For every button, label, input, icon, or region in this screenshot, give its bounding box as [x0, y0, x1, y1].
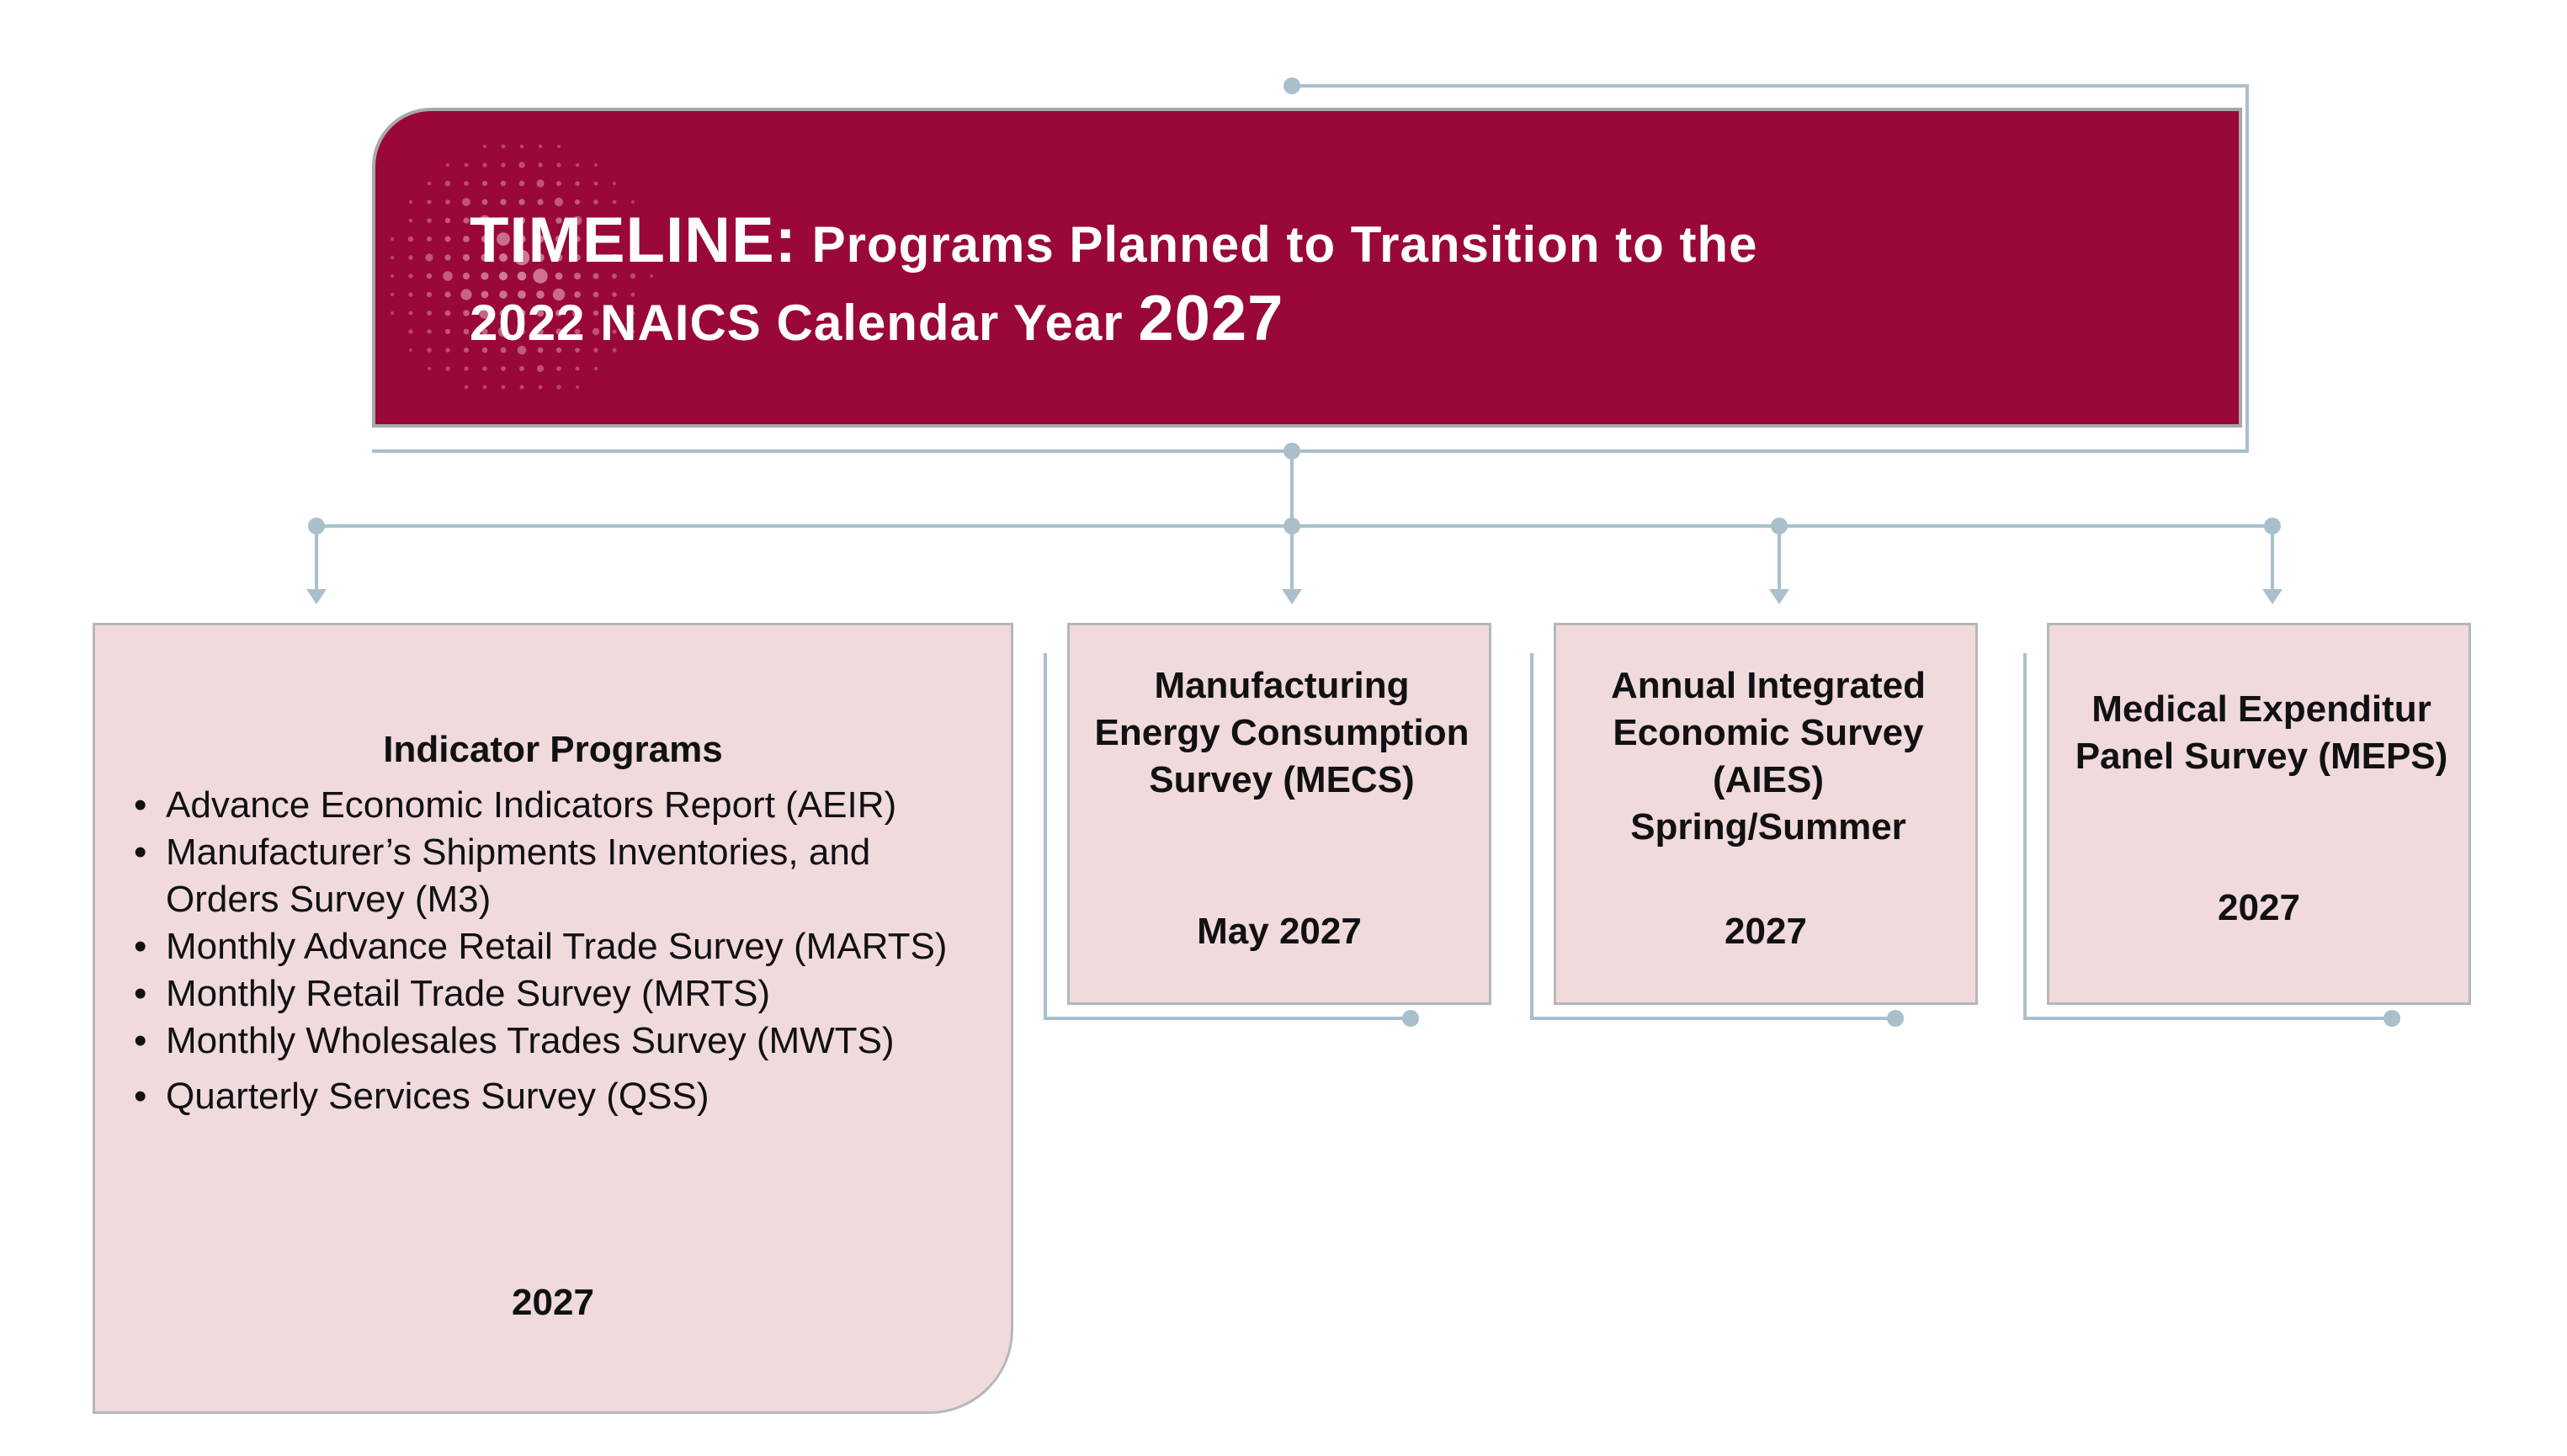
decorative-dot	[556, 366, 561, 371]
aies-box	[1554, 623, 1978, 1005]
decorative-dot	[501, 366, 506, 371]
decorative-dot	[445, 199, 450, 205]
decorative-dot	[483, 385, 487, 390]
connector-dot	[1887, 1010, 1904, 1027]
decorative-dot	[445, 348, 449, 352]
decorative-dot	[408, 329, 412, 333]
title-bold-label: TIMELINE:	[470, 205, 797, 276]
decorative-dot	[463, 254, 470, 261]
connector-dot	[1402, 1010, 1419, 1027]
decorative-dot	[409, 348, 412, 352]
connector-dot	[1284, 443, 1300, 460]
decorative-dot	[537, 365, 544, 372]
title-year: 2027	[1138, 283, 1284, 354]
connector-dot	[1284, 518, 1300, 534]
decorative-dot	[575, 181, 580, 186]
decorative-dot	[464, 366, 468, 370]
decorative-dot	[464, 181, 469, 186]
decorative-dot	[520, 145, 524, 149]
mecs-year: May 2027	[1197, 911, 1362, 952]
decorative-dot	[464, 348, 469, 353]
decorative-dot	[576, 367, 580, 371]
decorative-dot	[538, 162, 542, 167]
decorative-dot	[427, 236, 432, 242]
list-item: • Quarterly Services Survey (QSS)	[134, 1073, 992, 1120]
decorative-dot	[409, 200, 412, 204]
connector-dot	[308, 518, 325, 534]
decorative-dot	[409, 219, 413, 223]
decorative-dot	[557, 145, 561, 148]
decorative-dot	[445, 181, 451, 187]
decorative-dot	[445, 236, 451, 242]
indicator-programs-year: 2027	[512, 1282, 594, 1323]
decorative-dot	[444, 291, 450, 297]
decorative-dot	[428, 182, 432, 186]
arrowhead	[306, 589, 327, 604]
decorative-dot	[594, 163, 598, 167]
indicator-programs-title: Indicator Programs	[383, 729, 723, 770]
title-text-line1: Programs Planned to Transition to the	[811, 216, 1758, 273]
list-item: • Advance Economic Indicators Report (AEIR)	[134, 782, 992, 829]
list-item: • Manufacturer’s Shipments Inventories, and Orders Survey (M3)	[134, 829, 992, 923]
decorative-dot	[536, 179, 544, 187]
aies-year: 2027	[1725, 911, 1807, 952]
meps-title: Medical Expenditur Panel Survey (MEPS)	[2075, 688, 2448, 777]
connector-dot	[1771, 518, 1788, 534]
decorative-dot	[427, 292, 432, 297]
decorative-dot	[594, 182, 598, 186]
decorative-dot	[556, 181, 561, 186]
decorative-dot	[425, 253, 433, 261]
decorative-dot	[518, 162, 524, 167]
decorative-dot	[428, 367, 431, 370]
decorative-dot	[408, 236, 414, 242]
decorative-dot	[594, 367, 598, 371]
decorative-dot	[482, 181, 487, 186]
decorative-dot	[427, 218, 432, 223]
decorative-dot	[408, 292, 412, 296]
list-item: • Monthly Advance Retail Trade Survey (MARTS)	[134, 923, 992, 970]
decorative-dot	[445, 329, 450, 334]
title-text-line2: 2022 NAICS Calendar Year	[470, 295, 1124, 351]
decorative-dot	[576, 385, 579, 389]
decorative-dot	[408, 274, 412, 278]
title-line-1	[470, 204, 2069, 282]
decorative-dot	[502, 145, 506, 149]
arrowhead	[1282, 589, 1302, 604]
decorative-dot	[427, 199, 431, 204]
decorative-dot	[463, 217, 469, 223]
aies-title: Annual Integrated Economic Survey (AIES) Spring/Summer	[1610, 665, 1927, 848]
decorative-dot	[409, 311, 413, 316]
meps-year: 2027	[2218, 887, 2300, 928]
mecs-box	[1067, 623, 1491, 1005]
arrowhead	[1769, 589, 1789, 604]
indicator-programs-list	[134, 782, 992, 1120]
decorative-dot	[427, 329, 431, 333]
title-line-2	[470, 282, 2069, 360]
decorative-dot	[482, 366, 487, 371]
decorative-dot	[556, 162, 561, 167]
decorative-dot	[463, 273, 470, 279]
decorative-dot	[501, 181, 506, 186]
decorative-dot	[444, 254, 450, 260]
connector-dot	[1284, 77, 1300, 94]
decorative-dot	[539, 145, 542, 148]
decorative-dot	[576, 163, 580, 167]
decorative-dot	[520, 385, 524, 390]
decorative-dot	[445, 366, 450, 371]
decorative-dot	[613, 182, 616, 185]
decorative-dot	[408, 255, 412, 259]
decorative-dot	[391, 237, 394, 241]
decorative-dot	[445, 311, 451, 316]
decorative-dot	[464, 329, 470, 335]
decorative-dot	[465, 385, 469, 390]
decorative-dot	[391, 274, 394, 278]
decorative-dot	[483, 145, 486, 148]
decorative-dot	[502, 385, 506, 390]
timeline-header-banner	[372, 108, 2242, 428]
decorative-dot	[465, 163, 469, 167]
decorative-dot	[443, 271, 453, 281]
meps-box	[2047, 623, 2471, 1005]
decorative-dot	[391, 256, 394, 259]
decorative-dot	[445, 218, 450, 223]
decorative-dot	[482, 162, 486, 167]
decorative-dot	[519, 366, 524, 371]
list-item: • Monthly Wholesales Trades Survey (MWTS)	[134, 1018, 992, 1065]
page-title	[470, 204, 2069, 360]
decorative-dot	[556, 385, 561, 389]
decorative-dot	[427, 311, 432, 316]
decorative-dot	[519, 181, 524, 186]
decorative-dot	[463, 236, 470, 242]
decorative-dot	[539, 385, 543, 390]
decorative-dot	[427, 348, 432, 353]
decorative-dot	[446, 163, 449, 167]
connector-dot	[2384, 1010, 2400, 1027]
decorative-dot	[391, 311, 394, 315]
connector-dot	[2264, 518, 2281, 534]
decorative-dot	[391, 293, 394, 296]
decorative-dot	[427, 274, 432, 279]
indicator-programs-box	[93, 623, 1013, 1414]
decorative-dot	[463, 310, 470, 316]
list-item: • Monthly Retail Trade Survey (MRTS)	[134, 970, 992, 1018]
arrowhead	[2262, 589, 2283, 604]
mecs-title: Manufacturing Energy Consumption Survey (MECS)	[1094, 665, 1470, 800]
decorative-dot	[501, 162, 505, 167]
